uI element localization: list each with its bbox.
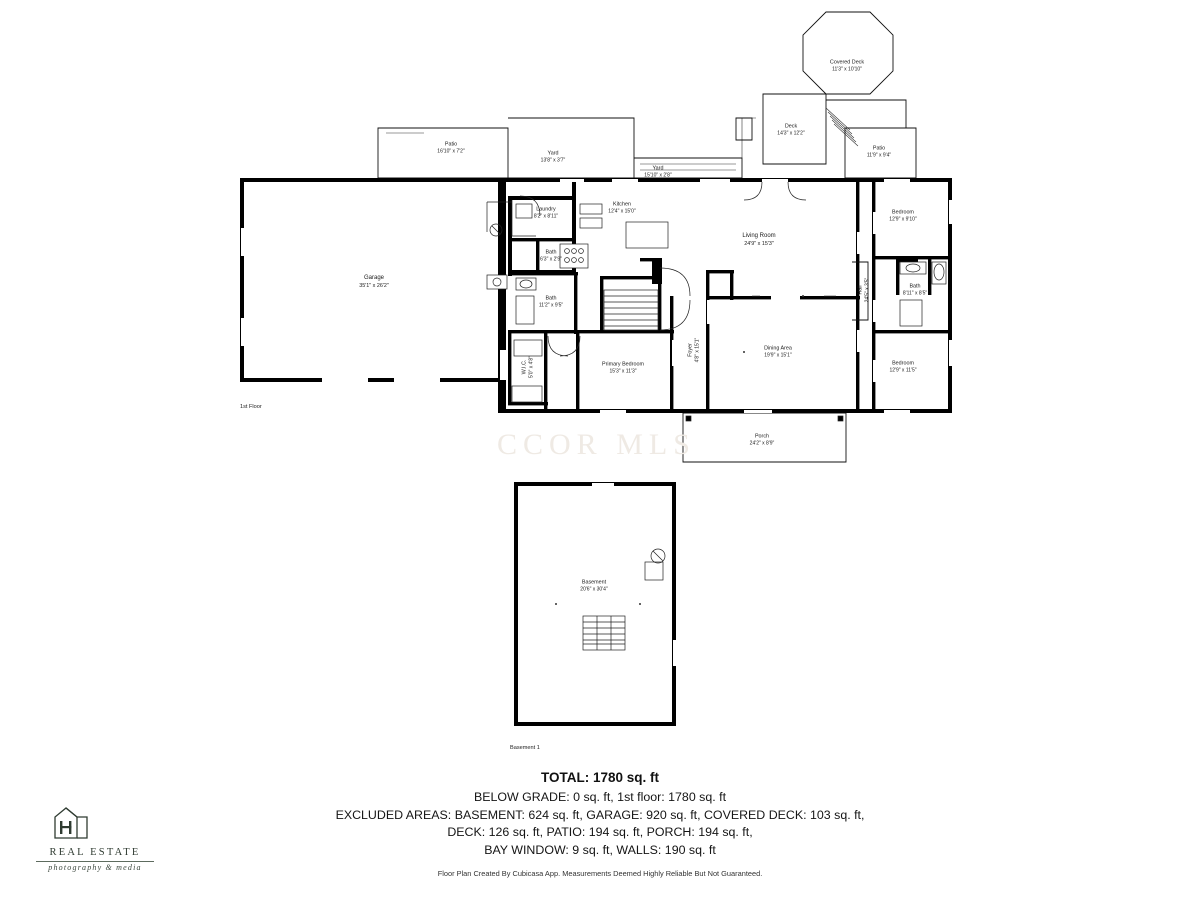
disclaimer-note: Floor Plan Created By Cubicasa App. Measurements Deemed Highly Reliable But Not Guaranteed. xyxy=(437,868,763,878)
room-name: Laundry xyxy=(536,206,556,213)
room-name: Yard xyxy=(547,150,559,157)
room-name: Dining Area xyxy=(764,345,792,352)
room-name: Basement xyxy=(581,579,607,586)
summary-line-1: EXCLUDED AREAS: BASEMENT: 624 sq. ft, GARAGE: 920 sq. ft, COVERED DECK: 103 sq. ft, xyxy=(335,807,865,822)
room-name: Bath xyxy=(545,295,557,302)
room-name: Bedroom xyxy=(892,360,914,367)
room-name: Kitchen xyxy=(613,201,631,208)
room-dimensions: 12'9" x 11'5" xyxy=(889,367,917,374)
logo-line-1: REAL ESTATE xyxy=(49,847,141,858)
room-dimensions: 16'10" x 7'2" xyxy=(437,148,465,155)
room-dimensions: 19'9" x 15'1" xyxy=(764,352,792,359)
room-name: Living Room xyxy=(742,232,776,239)
room-dimensions: 35'1" x 26'2" xyxy=(359,282,389,289)
room-dimensions: 4'8" x 15'1" xyxy=(694,337,701,363)
room-dimensions: 14'3" x 12'2" xyxy=(777,130,805,137)
room-name: Patio xyxy=(444,141,458,148)
room-name: W.I.C. xyxy=(521,359,528,375)
room-name: Bath xyxy=(545,249,557,256)
summary-line-2: DECK: 126 sq. ft, PATIO: 194 sq. ft, PORCH: 194 sq. ft, xyxy=(447,825,753,840)
room-name: Deck xyxy=(784,123,798,130)
room-dimensions: 5'0" x 4'8" xyxy=(528,356,535,378)
room-name: Covered Deck xyxy=(829,59,865,66)
room-name: Patio xyxy=(872,145,886,152)
room-name: Porch xyxy=(754,433,770,440)
room-dimensions: 8'2" x 8'11" xyxy=(533,213,559,220)
floor-tag: 1st Floor xyxy=(240,404,262,410)
floor-tag: Basement 1 xyxy=(510,745,540,751)
room-dimensions: 11'9" x 9'4" xyxy=(866,152,892,159)
room-dimensions: 24'5" x 3'5" xyxy=(864,277,871,303)
room-dimensions: 13'8" x 3'7" xyxy=(540,157,566,164)
room-dimensions: 12'4" x 15'0" xyxy=(608,208,636,215)
room-name: Bedroom xyxy=(892,209,914,216)
total-area: TOTAL: 1780 sq. ft xyxy=(540,770,660,785)
room-name: Yard xyxy=(652,165,664,172)
room-name: Primary Bedroom xyxy=(602,361,644,368)
room-name: Bath xyxy=(909,283,921,290)
mls-watermark: CCOR MLS xyxy=(497,428,696,461)
summary-line-0: BELOW GRADE: 0 sq. ft, 1st floor: 1780 sq. ft xyxy=(473,790,727,805)
logo-divider xyxy=(36,861,154,862)
area-summary xyxy=(0,768,1200,879)
room-dimensions: 8'11" x 8'5" xyxy=(902,290,928,297)
house-monogram-icon xyxy=(52,805,90,839)
room-name: Garage xyxy=(363,274,385,281)
room-dimensions: 6'3" x 2'9" xyxy=(540,256,562,263)
room-dimensions: 15'3" x 11'3" xyxy=(609,368,637,375)
room-dimensions: 24'2" x 8'9" xyxy=(749,440,775,447)
company-logo xyxy=(30,805,160,872)
summary-line-3: BAY WINDOW: 9 sq. ft, WALLS: 190 sq. ft xyxy=(484,842,716,857)
room-name: Hall xyxy=(857,285,864,295)
room-name: Foyer xyxy=(687,343,694,357)
room-dimensions: 20'6" x 30'4" xyxy=(580,586,608,593)
room-dimensions: 11'3" x 10'10" xyxy=(832,66,862,73)
room-dimensions: 24'9" x 15'3" xyxy=(744,240,774,247)
room-dimensions: 15'10" x 2'8" xyxy=(644,172,672,179)
room-dimensions: 12'9" x 9'10" xyxy=(889,216,917,223)
room-dimensions: 11'2" x 9'5" xyxy=(538,302,564,309)
logo-line-2: photography & media xyxy=(48,863,142,872)
